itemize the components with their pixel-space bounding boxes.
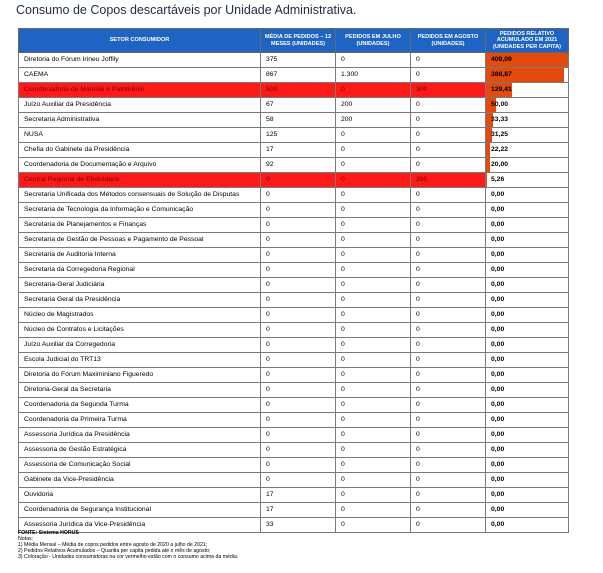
relativo-value: 0,00	[491, 206, 505, 213]
cell-agosto: 0	[411, 263, 486, 278]
cell-relativo	[486, 488, 569, 503]
cell-relativo	[486, 98, 569, 113]
cell-setor: Secretaria da Corregedoria Regional	[19, 263, 261, 278]
cell-setor: CAEMA	[19, 68, 261, 83]
table-row	[19, 368, 569, 383]
table-row	[19, 278, 569, 293]
cell-agosto: 0	[411, 413, 486, 428]
relativo-value: 0,00	[491, 251, 505, 258]
relativo-value: 0,00	[491, 221, 505, 228]
cell-relativo	[486, 83, 569, 98]
relativo-value: 0,00	[491, 506, 505, 513]
cell-julho: 0	[336, 188, 411, 203]
cell-setor: Secretaria-Geral Judiciária	[19, 278, 261, 293]
cell-media: 0	[261, 248, 336, 263]
cell-relativo	[486, 458, 569, 473]
cell-relativo	[486, 248, 569, 263]
cell-agosto: 0	[411, 188, 486, 203]
relativo-value: 0,00	[491, 326, 505, 333]
cell-media: 0	[261, 188, 336, 203]
cell-agosto: 0	[411, 158, 486, 173]
cell-julho: 0	[336, 248, 411, 263]
relativo-value: 0,00	[491, 356, 505, 363]
cell-setor: Núcleo de Contratos e Licitações	[19, 323, 261, 338]
cell-media: 17	[261, 488, 336, 503]
table-row	[19, 488, 569, 503]
cell-agosto: 0	[411, 443, 486, 458]
cell-relativo	[486, 143, 569, 158]
cell-media: 0	[261, 218, 336, 233]
cell-media: 0	[261, 278, 336, 293]
cell-agosto: 0	[411, 278, 486, 293]
cell-relativo	[486, 263, 569, 278]
relativo-value: 0,00	[491, 266, 505, 273]
cell-setor: Assessoria de Gestão Estratégica	[19, 443, 261, 458]
cell-julho: 0	[336, 413, 411, 428]
relativo-value: 50,00	[491, 101, 509, 108]
cell-agosto: 0	[411, 128, 486, 143]
cell-julho: 0	[336, 428, 411, 443]
cell-relativo	[486, 173, 569, 188]
cell-julho: 0	[336, 83, 411, 98]
header-relativo: PEDIDOS RELATIVO ACUMULADO EM 2021 (UNIDADES PER CAPITA)	[486, 29, 569, 53]
relativo-value: 33,33	[491, 116, 509, 123]
cell-media: 67	[261, 98, 336, 113]
cell-relativo	[486, 68, 569, 83]
cell-media: 0	[261, 473, 336, 488]
table-row	[19, 248, 569, 263]
cell-media: 92	[261, 158, 336, 173]
cell-setor: Juízo Auxiliar da Corregedoria	[19, 338, 261, 353]
table-row	[19, 203, 569, 218]
notes-line: 1) Média Mensal – Média de copos pedidos entre agosto de 2020 a julho de 2021;	[18, 541, 208, 548]
table-row	[19, 308, 569, 323]
cell-setor: Assessoria Jurídica da Vice-Presidência	[19, 518, 261, 533]
header-setor: SETOR CONSUMIDOR	[19, 29, 261, 53]
relativo-value: 0,00	[491, 311, 505, 318]
table-row	[19, 443, 569, 458]
notes-block	[18, 531, 238, 561]
cell-setor: Gabinete da Vice-Presidência	[19, 473, 261, 488]
cell-media: 0	[261, 413, 336, 428]
cell-agosto: 0	[411, 98, 486, 113]
table-row	[19, 353, 569, 368]
header-julho: PEDIDOS EM JULHO (UNIDADES)	[336, 29, 411, 53]
relativo-value: 388,87	[491, 71, 512, 78]
cell-setor: Secretaria Unificada dos Métodos consensuais de Solução de Disputas	[19, 188, 261, 203]
cell-relativo	[486, 218, 569, 233]
table-row	[19, 293, 569, 308]
cell-agosto: 0	[411, 308, 486, 323]
cell-agosto: 0	[411, 458, 486, 473]
relativo-value: 0,00	[491, 341, 505, 348]
cell-media: 0	[261, 443, 336, 458]
cell-setor: Assessoria de Comunicação Social	[19, 458, 261, 473]
cell-media: 0	[261, 353, 336, 368]
cell-media: 500	[261, 83, 336, 98]
cell-julho: 0	[336, 308, 411, 323]
cell-relativo	[486, 338, 569, 353]
table-row	[19, 263, 569, 278]
cell-julho: 0	[336, 323, 411, 338]
cell-setor: Escola Judicial do TRT13	[19, 353, 261, 368]
relativo-value: 0,00	[491, 296, 505, 303]
cell-setor: Diretoria do Fórum Irineu Joffily	[19, 53, 261, 68]
page-title: Consumo de Copos descartáveis por Unidade Administrativa.	[16, 3, 357, 17]
table-row	[19, 473, 569, 488]
cell-julho: 0	[336, 368, 411, 383]
relativo-value: 5,26	[491, 176, 505, 183]
cell-relativo	[486, 293, 569, 308]
relativo-value: 20,00	[491, 161, 509, 168]
table-header-row	[19, 29, 569, 53]
relativo-value: 0,00	[491, 431, 505, 438]
cell-relativo	[486, 398, 569, 413]
cell-agosto: 0	[411, 338, 486, 353]
cell-julho: 0	[336, 158, 411, 173]
cell-media: 0	[261, 293, 336, 308]
cell-agosto: 0	[411, 503, 486, 518]
cell-julho: 0	[336, 293, 411, 308]
cell-setor: Coordenadoria de Material e Patrimônio	[19, 83, 261, 98]
relativo-value: 0,00	[491, 446, 505, 453]
relativo-value: 129,41	[491, 86, 512, 93]
relativo-value: 0,00	[491, 191, 505, 198]
consumption-table	[18, 28, 569, 533]
cell-media: 17	[261, 143, 336, 158]
cell-setor: NUSA	[19, 128, 261, 143]
cell-agosto: 300	[411, 83, 486, 98]
cell-agosto: 0	[411, 473, 486, 488]
relativo-value: 0,00	[491, 491, 505, 498]
cell-julho: 0	[336, 338, 411, 353]
cell-media: 58	[261, 113, 336, 128]
cell-media: 17	[261, 503, 336, 518]
table-row	[19, 83, 569, 98]
cell-setor: Coordenadoria da Segunda Turma	[19, 398, 261, 413]
cell-setor: Secretaria Administrativa	[19, 113, 261, 128]
cell-setor: Diretoria-Geral da Secretaria	[19, 383, 261, 398]
cell-setor: Secretaria de Auditoria Interna	[19, 248, 261, 263]
table-row	[19, 398, 569, 413]
relativo-value: 0,00	[491, 461, 505, 468]
cell-media: 375	[261, 53, 336, 68]
cell-setor: Juízo Auxiliar da Presidência	[19, 98, 261, 113]
table-row	[19, 188, 569, 203]
cell-julho: 0	[336, 278, 411, 293]
relativo-value: 22,22	[491, 146, 509, 153]
cell-relativo	[486, 353, 569, 368]
cell-julho: 200	[336, 98, 411, 113]
cell-media: 0	[261, 308, 336, 323]
cell-media: 867	[261, 68, 336, 83]
cell-setor: Coordenadoria da Primeira Turma	[19, 413, 261, 428]
cell-media: 0	[261, 338, 336, 353]
table-body	[19, 53, 569, 533]
cell-agosto: 0	[411, 203, 486, 218]
cell-media: 0	[261, 173, 336, 188]
cell-agosto: 0	[411, 68, 486, 83]
cell-julho: 0	[336, 503, 411, 518]
cell-agosto: 0	[411, 518, 486, 533]
cell-relativo	[486, 443, 569, 458]
table-row	[19, 428, 569, 443]
cell-agosto: 0	[411, 143, 486, 158]
cell-julho: 0	[336, 518, 411, 533]
cell-setor: Coordenadoria de Segurança Institucional	[19, 503, 261, 518]
cell-agosto: 0	[411, 218, 486, 233]
relativo-value: 0,00	[491, 371, 505, 378]
cell-media: 0	[261, 458, 336, 473]
cell-agosto: 0	[411, 323, 486, 338]
cell-relativo	[486, 233, 569, 248]
cell-relativo	[486, 188, 569, 203]
cell-relativo	[486, 113, 569, 128]
notes-heading: Notas:	[18, 535, 33, 542]
cell-julho: 0	[336, 143, 411, 158]
cell-julho: 1.300	[336, 68, 411, 83]
relativo-value: 0,00	[491, 416, 505, 423]
table-row	[19, 458, 569, 473]
cell-agosto: 0	[411, 383, 486, 398]
cell-julho: 0	[336, 218, 411, 233]
table-row	[19, 233, 569, 248]
cell-julho: 0	[336, 443, 411, 458]
cell-setor: Secretaria Geral da Presidência	[19, 293, 261, 308]
cell-relativo	[486, 383, 569, 398]
cell-julho: 0	[336, 458, 411, 473]
table-row	[19, 173, 569, 188]
notes-source: FONTE: Sistema HORUS	[18, 530, 79, 536]
cell-julho: 0	[336, 263, 411, 278]
cell-agosto: 0	[411, 248, 486, 263]
table-row	[19, 413, 569, 428]
cell-setor: Secretaria de Planejamentos e Finanças	[19, 218, 261, 233]
table-row	[19, 113, 569, 128]
cell-relativo	[486, 323, 569, 338]
cell-media: 0	[261, 323, 336, 338]
relativo-value: 409,09	[491, 56, 512, 63]
table-row	[19, 143, 569, 158]
cell-media: 33	[261, 518, 336, 533]
table-row	[19, 53, 569, 68]
table-row	[19, 503, 569, 518]
cell-media: 0	[261, 233, 336, 248]
cell-julho: 0	[336, 488, 411, 503]
cell-relativo	[486, 473, 569, 488]
cell-media: 0	[261, 383, 336, 398]
cell-relativo	[486, 503, 569, 518]
cell-agosto: 0	[411, 233, 486, 248]
relativo-value: 0,00	[491, 476, 505, 483]
cell-media: 0	[261, 398, 336, 413]
cell-setor: Secretaria de Gestão de Pessoas e Pagamento de Pessoal	[19, 233, 261, 248]
cell-agosto: 0	[411, 398, 486, 413]
cell-setor: Central Regional de Efetividade	[19, 173, 261, 188]
notes-line: 3) Coloração - Unidades consumidoras na cor vermelho estão com o consumo acima da média.	[18, 553, 239, 560]
cell-julho: 0	[336, 233, 411, 248]
relativo-value: 0,00	[491, 281, 505, 288]
cell-media: 0	[261, 203, 336, 218]
cell-setor: Núcleo de Magistrados	[19, 308, 261, 323]
table-row	[19, 128, 569, 143]
cell-setor: Coordenadoria de Documentação e Arquivo	[19, 158, 261, 173]
cell-relativo	[486, 128, 569, 143]
header-media: MÉDIA DE PEDIDOS – 12 MESES (UNIDADES)	[261, 29, 336, 53]
cell-julho: 0	[336, 128, 411, 143]
cell-julho: 0	[336, 473, 411, 488]
cell-julho: 200	[336, 113, 411, 128]
cell-julho: 0	[336, 398, 411, 413]
table-row	[19, 323, 569, 338]
cell-setor: Chefia do Gabinete da Presidência	[19, 143, 261, 158]
cell-agosto: 0	[411, 113, 486, 128]
cell-setor: Assessoria Jurídica da Presidência	[19, 428, 261, 443]
cell-relativo	[486, 203, 569, 218]
cell-agosto: 0	[411, 353, 486, 368]
notes-line: 2) Pedidos Relativos Acumulados – Quantia per capita pedida até o mês de agosto;	[18, 547, 211, 554]
table-row	[19, 338, 569, 353]
table-row	[19, 68, 569, 83]
cell-relativo	[486, 53, 569, 68]
cell-relativo	[486, 368, 569, 383]
cell-julho: 0	[336, 353, 411, 368]
cell-media: 0	[261, 428, 336, 443]
cell-setor: Diretoria do Fórum Maximiniano Figueredo	[19, 368, 261, 383]
cell-agosto: 0	[411, 53, 486, 68]
cell-relativo	[486, 413, 569, 428]
header-agosto: PEDIDOS EM AGOSTO (UNIDADES)	[411, 29, 486, 53]
table-row	[19, 218, 569, 233]
cell-agosto: 300	[411, 173, 486, 188]
cell-relativo	[486, 308, 569, 323]
table-row	[19, 383, 569, 398]
cell-agosto: 0	[411, 488, 486, 503]
cell-media: 125	[261, 128, 336, 143]
cell-julho: 0	[336, 173, 411, 188]
table-row	[19, 98, 569, 113]
relativo-value: 0,00	[491, 521, 505, 528]
cell-setor: Ouvidoria	[19, 488, 261, 503]
cell-relativo	[486, 158, 569, 173]
cell-media: 0	[261, 368, 336, 383]
table-row	[19, 158, 569, 173]
cell-relativo	[486, 278, 569, 293]
cell-agosto: 0	[411, 368, 486, 383]
cell-julho: 0	[336, 53, 411, 68]
cell-relativo	[486, 518, 569, 533]
cell-agosto: 0	[411, 428, 486, 443]
cell-agosto: 0	[411, 293, 486, 308]
cell-media: 0	[261, 263, 336, 278]
relativo-value: 0,00	[491, 236, 505, 243]
cell-relativo	[486, 428, 569, 443]
cell-setor: Secretaria de Tecnologia da Informação e Comunicação	[19, 203, 261, 218]
relativo-value: 0,00	[491, 386, 505, 393]
cell-julho: 0	[336, 383, 411, 398]
relativo-value: 31,25	[491, 131, 509, 138]
cell-julho: 0	[336, 203, 411, 218]
relativo-value: 0,00	[491, 401, 505, 408]
